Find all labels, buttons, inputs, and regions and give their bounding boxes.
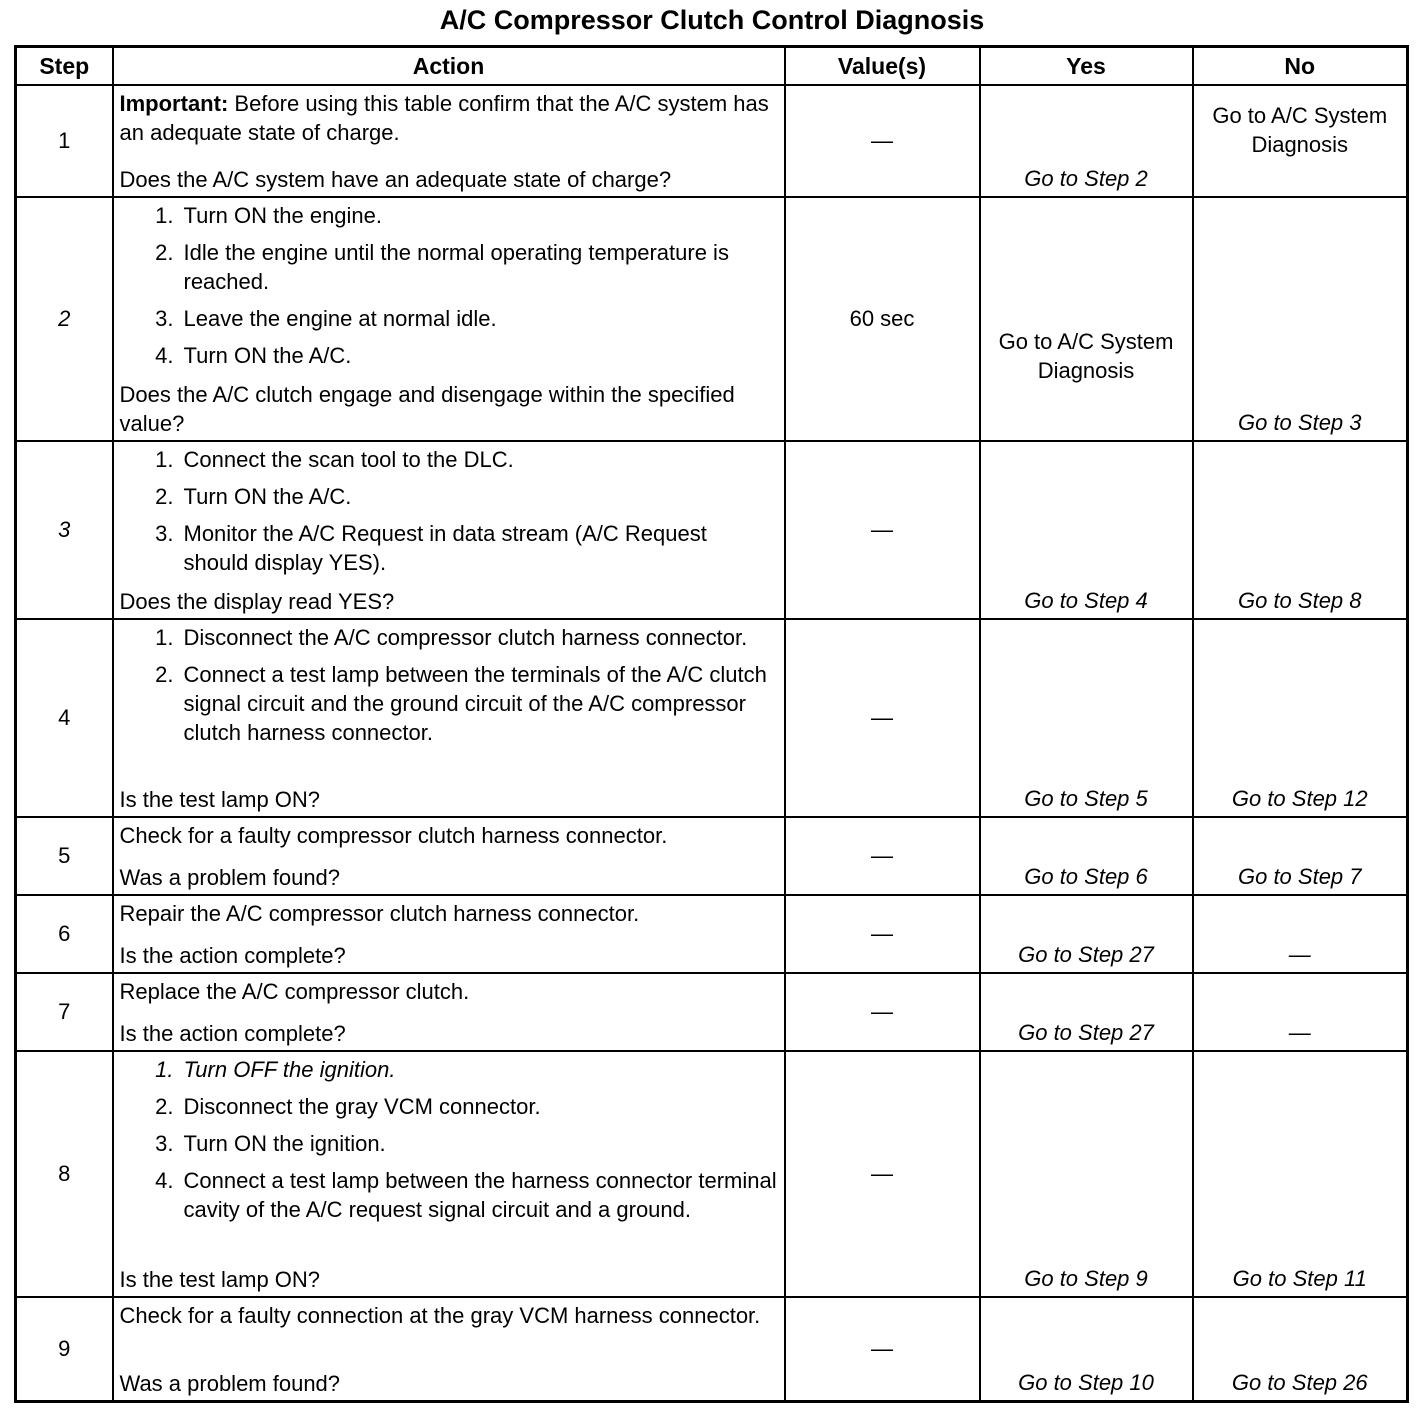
no-result: — — [1288, 942, 1311, 967]
table-row — [16, 619, 1408, 817]
action-cell — [113, 895, 785, 973]
yes-cell — [980, 441, 1193, 619]
action-cell — [113, 973, 785, 1051]
step-number: 4 — [16, 619, 113, 817]
table-row — [16, 1297, 1408, 1402]
no-result: Go to Step 8 — [1237, 588, 1362, 613]
yes-cell — [980, 973, 1193, 1051]
col-header-values: Value(s) — [785, 47, 980, 86]
no-result: — — [1288, 1020, 1311, 1045]
yes-result: Go to Step 27 — [1018, 942, 1154, 967]
step-number: 5 — [16, 817, 113, 895]
step-number: 9 — [16, 1297, 113, 1402]
action-question: Does the A/C system have an adequate state of charge? — [119, 167, 672, 192]
yes-cell — [980, 197, 1193, 441]
no-cell — [1193, 817, 1408, 895]
value-cell: — — [785, 619, 980, 817]
yes-cell — [980, 817, 1193, 895]
step-number: 3 — [16, 441, 113, 619]
action-intro: Check for a faulty compressor clutch harness connector. — [119, 823, 668, 848]
action-cell — [113, 619, 785, 817]
step-number: 2 — [16, 197, 113, 441]
action-question: Was a problem found? — [119, 1371, 341, 1396]
yes-cell — [980, 1051, 1193, 1297]
no-cell — [1193, 619, 1408, 817]
action-question: Is the action complete? — [119, 943, 346, 968]
yes-cell — [980, 1297, 1193, 1402]
table-row — [16, 895, 1408, 973]
action-question: Is the test lamp ON? — [119, 787, 321, 812]
table-row — [16, 1051, 1408, 1297]
action-cell — [113, 1051, 785, 1297]
action-cell — [113, 441, 785, 619]
yes-result: Go to Step 9 — [1024, 1266, 1148, 1291]
no-result: Go to Step 3 — [1237, 410, 1362, 435]
important-label: Important: — [119, 91, 229, 116]
action-step: 2. Turn ON the A/C. — [155, 484, 352, 509]
action-step: 3. Monitor the A/C Request in data stream (A/C Request should display YES). — [155, 521, 707, 575]
action-cell — [113, 85, 785, 197]
action-step: 2. Idle the engine until the normal operating temperature is reached. — [155, 240, 729, 294]
table-row — [16, 85, 1408, 197]
value-cell: — — [785, 817, 980, 895]
header-row — [16, 47, 1408, 86]
no-cell — [1193, 85, 1408, 197]
no-result: Go to Step 12 — [1231, 786, 1368, 811]
col-header-yes: Yes — [980, 47, 1193, 86]
table-row — [16, 817, 1408, 895]
action-question: Is the test lamp ON? — [119, 1267, 321, 1292]
action-cell — [113, 1297, 785, 1402]
yes-result: Go to A/C System Diagnosis — [998, 329, 1174, 383]
yes-result: Go to Step 4 — [1024, 588, 1148, 613]
action-step: 1. Connect the scan tool to the DLC. — [155, 447, 514, 472]
table-row — [16, 197, 1408, 441]
no-cell — [1193, 973, 1408, 1051]
yes-cell — [980, 85, 1193, 197]
action-question: Does the display read YES? — [119, 589, 395, 614]
col-header-step: Step — [16, 47, 113, 86]
yes-cell — [980, 619, 1193, 817]
no-cell — [1193, 895, 1408, 973]
action-intro: Replace the A/C compressor clutch. — [119, 979, 470, 1004]
action-intro: Before using this table confirm that the A/C system has an adequate state of charge. — [119, 91, 769, 145]
col-header-action: Action — [113, 47, 785, 86]
action-step: 1. Disconnect the A/C compressor clutch harness connector. — [155, 625, 748, 650]
value-cell: — — [785, 973, 980, 1051]
no-cell — [1193, 441, 1408, 619]
action-cell — [113, 817, 785, 895]
value-cell: — — [785, 441, 980, 619]
no-result: Go to Step 11 — [1232, 1266, 1367, 1291]
yes-result: Go to Step 6 — [1024, 864, 1148, 889]
action-question: Is the action complete? — [119, 1021, 346, 1046]
step-number: 7 — [16, 973, 113, 1051]
action-step: 1. Turn ON the engine. — [155, 203, 383, 228]
action-cell — [113, 197, 785, 441]
diagnosis-table — [14, 45, 1409, 1403]
action-intro: Repair the A/C compressor clutch harness connector. — [119, 901, 640, 926]
page-title: A/C Compressor Clutch Control Diagnosis — [439, 5, 985, 35]
no-result: Go to Step 7 — [1237, 864, 1362, 889]
no-result: Go to Step 26 — [1231, 1370, 1368, 1395]
action-question: Was a problem found? — [119, 865, 341, 890]
no-cell — [1193, 197, 1408, 441]
table-row — [16, 441, 1408, 619]
yes-result: Go to Step 2 — [1024, 166, 1148, 191]
action-question: Does the A/C clutch engage and disengage within the specified value? — [119, 382, 735, 436]
step-number: 1 — [16, 85, 113, 197]
action-step: 2. Disconnect the gray VCM connector. — [155, 1094, 541, 1119]
no-result: Go to A/C System Diagnosis — [1212, 103, 1388, 157]
action-step: 3. Leave the engine at normal idle. — [155, 306, 497, 331]
table-row — [16, 973, 1408, 1051]
action-step: 1. Turn OFF the ignition. — [155, 1057, 396, 1082]
yes-result: Go to Step 27 — [1018, 1020, 1154, 1045]
action-intro: Check for a faulty connection at the gray VCM harness connector. — [119, 1303, 761, 1328]
no-cell — [1193, 1051, 1408, 1297]
yes-result: Go to Step 10 — [1018, 1370, 1154, 1395]
step-number: 8 — [16, 1051, 113, 1297]
value-cell: — — [785, 85, 980, 197]
yes-cell — [980, 895, 1193, 973]
action-step: 2. Connect a test lamp between the terminals of the A/C clutch signal circuit and the ground circuit of the A/C compressor clutch harness connector. — [155, 662, 767, 745]
yes-result: Go to Step 5 — [1024, 786, 1148, 811]
action-step: 4. Connect a test lamp between the harness connector terminal cavity of the A/C request signal circuit and a ground. — [155, 1168, 777, 1222]
value-cell: — — [785, 1051, 980, 1297]
col-header-no: No — [1193, 47, 1408, 86]
value-cell: 60 sec — [785, 197, 980, 441]
action-step: 4. Turn ON the A/C. — [155, 343, 352, 368]
value-cell: — — [785, 895, 980, 973]
step-number: 6 — [16, 895, 113, 973]
no-cell — [1193, 1297, 1408, 1402]
action-step: 3. Turn ON the ignition. — [155, 1131, 386, 1156]
value-cell: — — [785, 1297, 980, 1402]
